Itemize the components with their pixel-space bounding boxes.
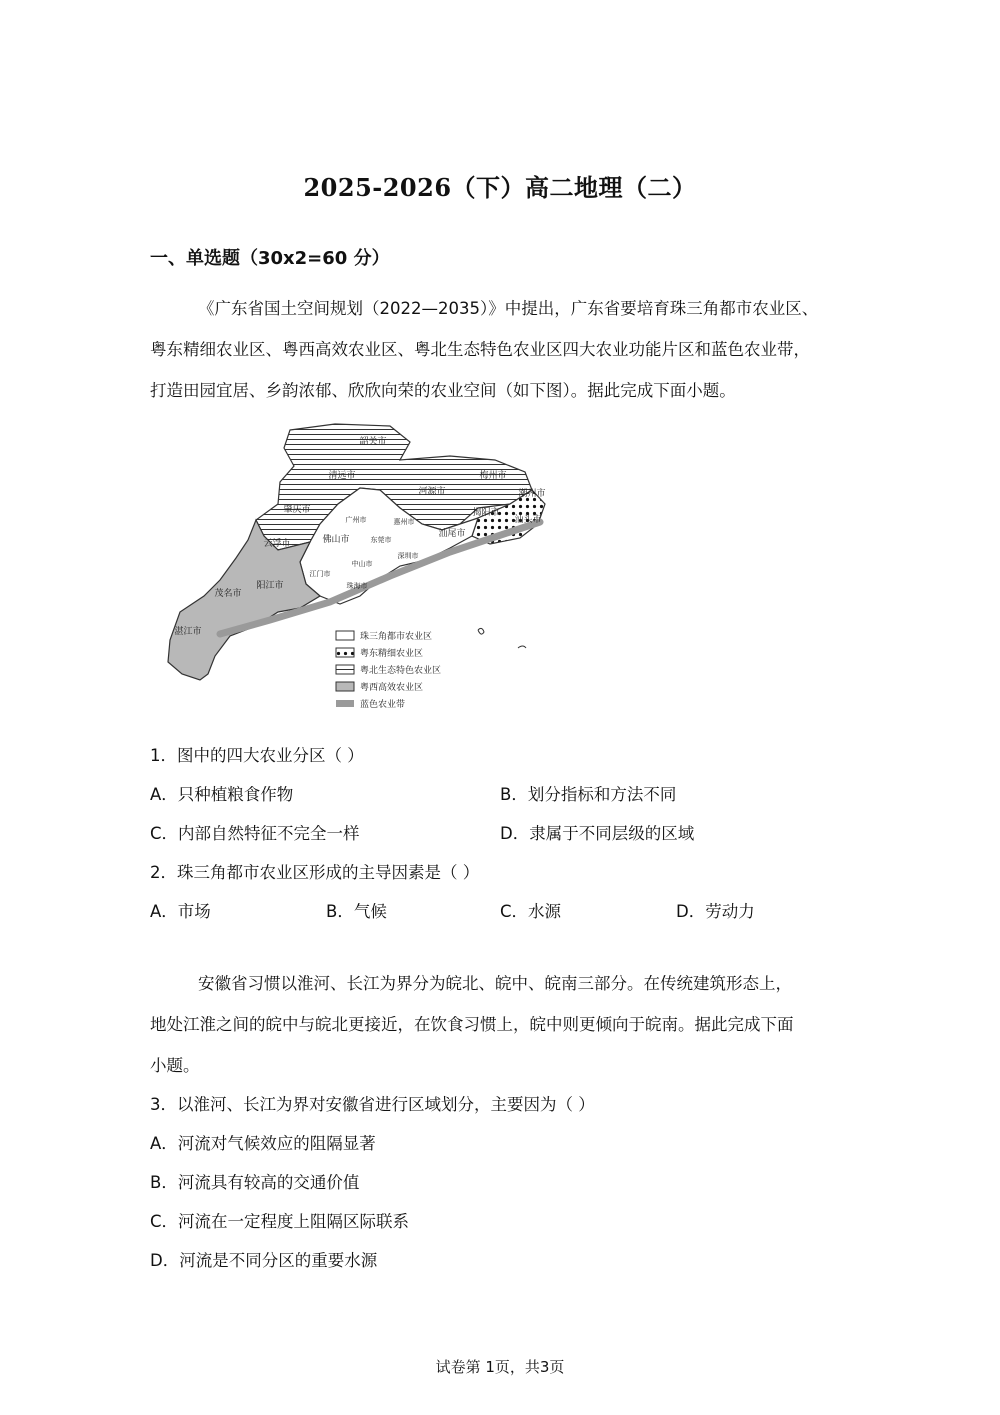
section-heading: 一、单选题（30x2=60 分） (150, 248, 390, 269)
question-3-option-d[interactable]: D．河流是不同分区的重要水源 (150, 1251, 378, 1270)
question-1-stem: 1．图中的四大农业分区（ ） (150, 746, 364, 765)
question-1-option-c[interactable]: C．内部自然特征不完全一样 (150, 824, 360, 843)
city-label: 佛山市 (322, 535, 350, 545)
page-footer: 试卷第 1页，共3页 (435, 1358, 565, 1376)
city-label: 揭阳市 (472, 508, 500, 518)
city-label: 惠州市 (393, 518, 415, 526)
city-label: 江门市 (309, 570, 331, 578)
city-label: 河源市 (418, 487, 446, 497)
map-legend (336, 630, 441, 710)
island-mark (518, 646, 526, 648)
legend-label: 粤东精细农业区 (360, 649, 424, 659)
city-label: 韶关市 (359, 437, 387, 447)
legend-swatch (336, 700, 354, 707)
question-2-option-d[interactable]: D．劳动力 (676, 902, 755, 921)
city-label: 清远市 (328, 471, 356, 481)
passage-1-line-1: 《广东省国土空间规划（2022—2035）》中提出，广东省要培育珠三角都市农业区、 (198, 299, 819, 318)
passage-2-line-1: 安徽省习惯以淮河、长江为界分为皖北、皖中、皖南三部分。在传统建筑形态上， (198, 974, 792, 993)
passage-1-line-2: 粤东精细农业区、粤西高效农业区、粤北生态特色农业区四大农业功能片区和蓝色农业带， (150, 340, 810, 359)
question-2-stem: 2．珠三角都市农业区形成的主导因素是（ ） (150, 863, 480, 882)
question-1-option-b[interactable]: B．划分指标和方法不同 (500, 785, 677, 804)
question-3-option-b[interactable]: B．河流具有较高的交通价值 (150, 1173, 360, 1192)
legend-swatch (336, 648, 354, 657)
city-label: 阳江市 (256, 581, 284, 591)
city-label: 潮州市 (518, 489, 546, 499)
city-label: 云浮市 (263, 539, 291, 549)
city-label: 珠海市 (346, 582, 368, 590)
city-label: 汕头市 (514, 515, 542, 525)
city-label: 广州市 (345, 516, 367, 524)
passage-1-line-3: 打造田园宜居、乡韵浓郁、欣欣向荣的农业空间（如下图）。据此完成下面小题。 (150, 381, 736, 400)
question-3-option-a[interactable]: A．河流对气候效应的阻隔显著 (150, 1134, 376, 1153)
city-label: 中山市 (351, 560, 373, 568)
question-3-option-c[interactable]: C．河流在一定程度上阻隔区际联系 (150, 1212, 410, 1231)
question-1-option-d[interactable]: D．隶属于不同层级的区域 (500, 824, 695, 843)
legend-label: 粤西高效农业区 (360, 683, 424, 693)
question-2-option-b[interactable]: B．气候 (326, 902, 387, 921)
island-mark (478, 628, 484, 634)
city-label: 东莞市 (370, 536, 392, 544)
passage-1 (150, 288, 865, 411)
city-label: 深圳市 (397, 552, 419, 560)
legend-label: 珠三角都市农业区 (360, 632, 433, 642)
passage-2-line-3: 小题。 (150, 1056, 200, 1075)
city-label: 湛江市 (174, 627, 202, 637)
legend-label: 粤北生态特色农业区 (360, 666, 442, 676)
guangdong-agriculture-map (160, 412, 555, 717)
city-label: 梅州市 (479, 471, 507, 481)
legend-swatch (336, 682, 354, 691)
city-label: 茂名市 (214, 589, 242, 599)
passage-2 (150, 963, 865, 1086)
question-2-option-c[interactable]: C．水源 (500, 902, 562, 921)
city-label: 汕尾市 (438, 529, 466, 539)
question-3-stem: 3．以淮河、长江为界对安徽省进行区域划分，主要因为（ ） (150, 1095, 595, 1114)
legend-swatch (336, 665, 354, 674)
legend-swatch (336, 631, 354, 640)
question-2-option-a[interactable]: A．市场 (150, 902, 211, 921)
city-label: 肇庆市 (283, 505, 311, 515)
question-1-option-a[interactable]: A．只种植粮食作物 (150, 785, 294, 804)
page-title: 2025-2026（下）高二地理（二） (303, 173, 697, 202)
passage-2-line-2: 地处江淮之间的皖中与皖北更接近，在饮食习惯上，皖中则更倾向于皖南。据此完成下面 (150, 1015, 794, 1034)
legend-label: 蓝色农业带 (360, 700, 406, 710)
